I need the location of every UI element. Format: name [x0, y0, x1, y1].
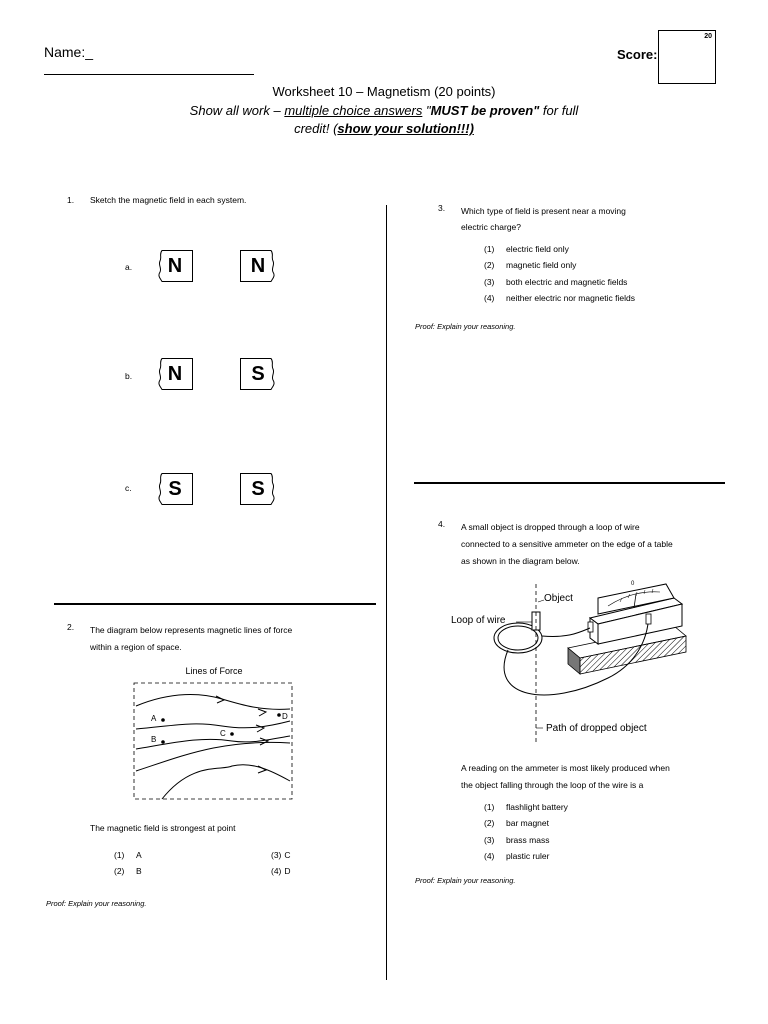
- instructions: [0, 102, 768, 138]
- name-value[interactable]: _: [85, 44, 94, 60]
- q4-proof-prompt: Proof: Explain your reasoning.: [415, 876, 516, 885]
- q3-option-2[interactable]: (2) magnetic field only: [484, 260, 577, 270]
- q2-option-1[interactable]: (1) A: [114, 850, 142, 860]
- column-divider: [386, 205, 387, 980]
- q1-row-b-label: b.: [125, 371, 133, 381]
- q3-option-4[interactable]: (4) neither electric nor magnetic fields: [484, 293, 635, 303]
- q1-row-c-right-magnet: [240, 473, 276, 505]
- right-section-divider: [414, 482, 725, 484]
- score-total: 20: [704, 33, 712, 40]
- ammeter-zero-label: 0: [631, 581, 635, 587]
- point-a-label: A: [151, 714, 157, 723]
- q4-option-3[interactable]: (3) brass mass: [484, 835, 550, 845]
- q3-number: 3.: [438, 203, 446, 213]
- q4-option-4[interactable]: (4) plastic ruler: [484, 851, 550, 861]
- point-d-dot: [277, 713, 281, 717]
- q1-row-c-left-pole: S: [168, 478, 182, 500]
- q2-number: 2.: [67, 622, 75, 632]
- point-c-label: C: [220, 729, 226, 738]
- q1-row-a-right-magnet: [240, 250, 276, 282]
- ammeter-diagram: [448, 578, 688, 748]
- q1-row-a-left-magnet: [157, 250, 193, 282]
- q2-option-4[interactable]: (4) D: [271, 866, 291, 876]
- point-b-label: B: [151, 735, 157, 744]
- point-d-label: D: [282, 712, 288, 721]
- q4-text: A small object is dropped through a loop of wire connected to a sensitive ammeter on the edge of a table as shown in the diagram below.: [461, 522, 673, 566]
- q1-row-c-right-pole: S: [251, 478, 265, 500]
- q1-row-b-left-pole: N: [167, 363, 183, 385]
- q1-row-b-right-magnet: [240, 358, 276, 390]
- q3-option-1[interactable]: (1) electric field only: [484, 244, 569, 254]
- q1-text: Sketch the magnetic field in each system.: [90, 195, 247, 205]
- lines-of-force-diagram: [132, 666, 296, 802]
- q2-text: The diagram below represents magnetic lines of force within a region of space.: [90, 625, 293, 652]
- score-box[interactable]: [658, 30, 716, 84]
- q2-prompt: The magnetic field is strongest at point: [90, 823, 236, 833]
- q4-prompt: A reading on the ammeter is most likely produced when the object falling through the loop of the wire is a: [461, 763, 670, 790]
- name-label-text: Name:: [44, 44, 86, 60]
- q3-text: Which type of field is present near a moving electric charge?: [461, 206, 626, 232]
- q2-option-3[interactable]: (3) C: [271, 850, 291, 860]
- instructions-line2: credit! (show your solution!!!): [294, 121, 474, 136]
- name-label: [44, 44, 93, 60]
- name-underline: [44, 74, 254, 75]
- loop-of-wire-label: Loop of wire: [451, 615, 506, 626]
- q2-option-2[interactable]: (2) B: [114, 866, 142, 876]
- q1-row-c-label: c.: [125, 483, 132, 493]
- q1-row-a-left-pole: N: [167, 255, 183, 277]
- q1-row-b-right-pole: S: [251, 363, 265, 385]
- worksheet-title: Worksheet 10 – Magnetism (20 points): [272, 84, 496, 99]
- q1-row-b-left-magnet: [157, 358, 193, 390]
- left-section-divider: [54, 603, 376, 605]
- point-b-dot: [161, 740, 165, 744]
- q3-option-3[interactable]: (3) both electric and magnetic fields: [484, 277, 628, 287]
- path-of-dropped-object-label: Path of dropped object: [546, 723, 647, 734]
- q1-row-a-label: a.: [125, 262, 133, 272]
- point-c-dot: [230, 732, 234, 736]
- point-a-dot: [161, 718, 165, 722]
- object-label: Object: [544, 593, 573, 604]
- q1-number: 1.: [67, 195, 75, 205]
- q1-row-a-right-pole: N: [250, 255, 266, 277]
- score-label: Score:: [617, 47, 658, 62]
- q4-option-2[interactable]: (2) bar magnet: [484, 818, 549, 828]
- q1-row-c-left-magnet: [157, 473, 193, 505]
- q2-proof-prompt: Proof: Explain your reasoning.: [46, 899, 147, 908]
- field-lines: [132, 681, 296, 801]
- instructions-line1: Show all work – multiple choice answers "MUST be proven" for full: [189, 103, 579, 118]
- q4-number: 4.: [438, 519, 446, 529]
- q3-proof-prompt: Proof: Explain your reasoning.: [415, 322, 516, 331]
- diagram-title: Lines of Force: [185, 666, 243, 676]
- q4-option-1[interactable]: (1) flashlight battery: [484, 802, 568, 812]
